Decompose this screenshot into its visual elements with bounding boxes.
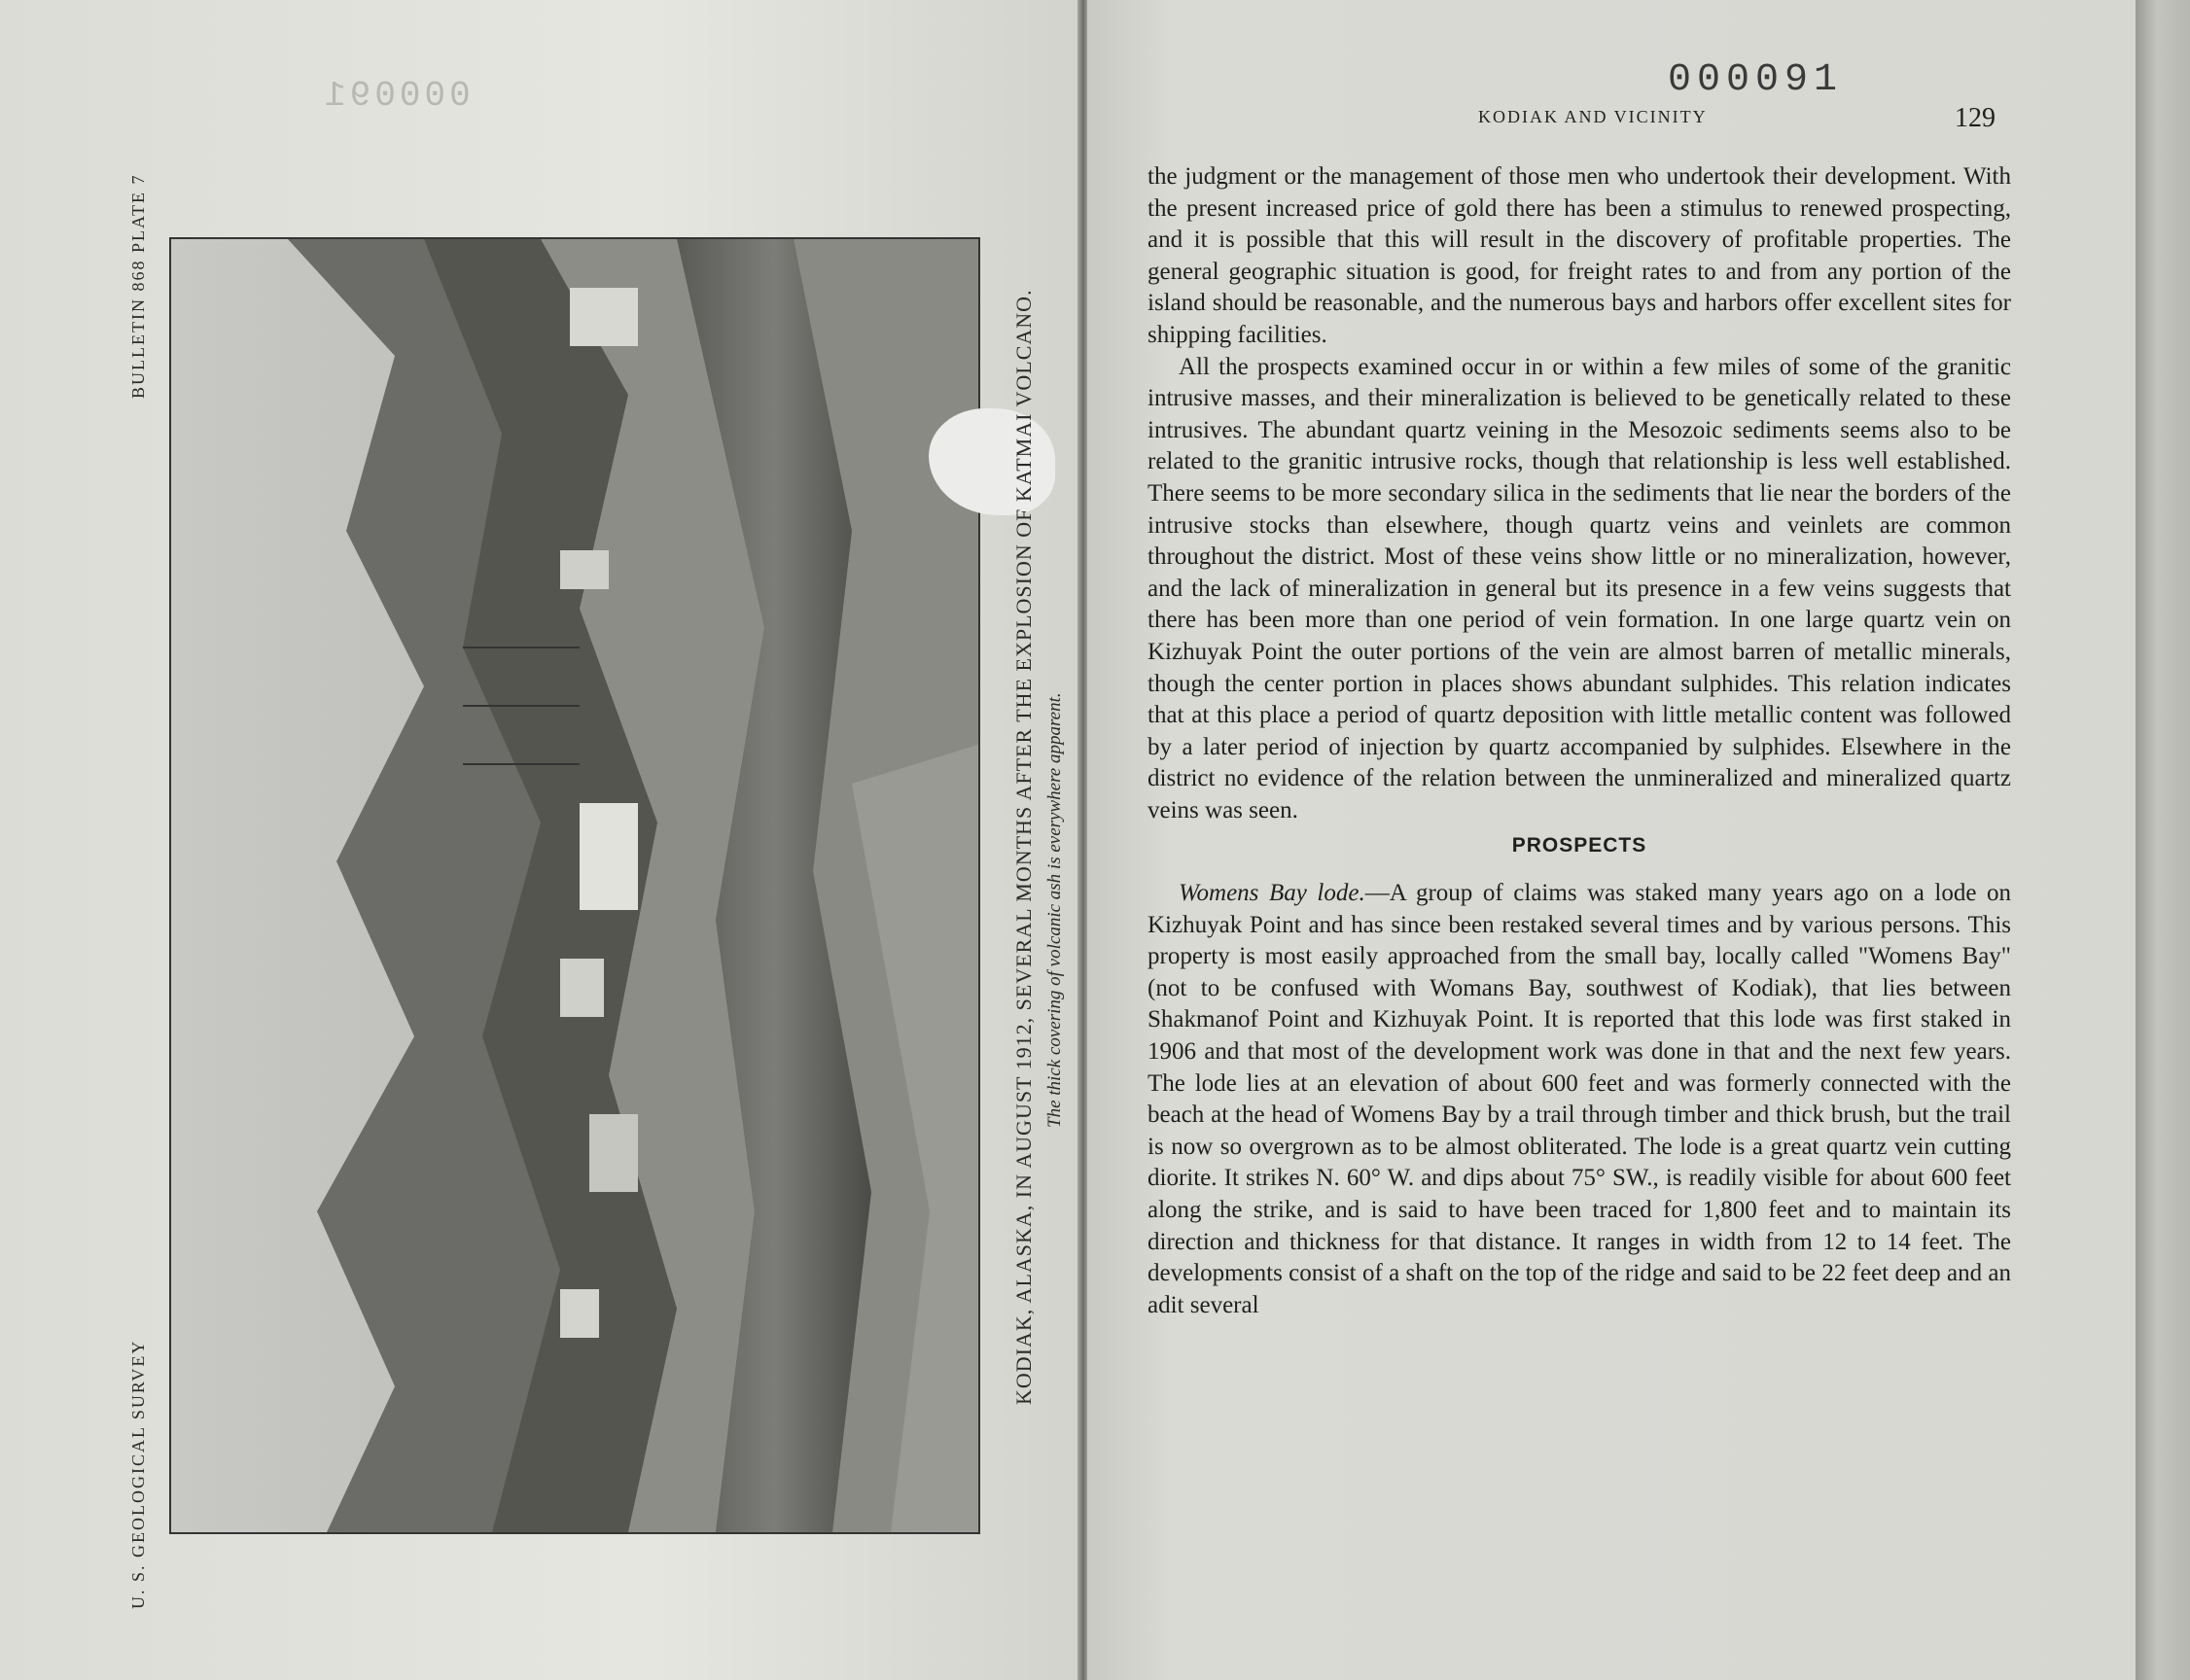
body-text (1148, 161, 2011, 1321)
lode-name: Womens Bay lode. (1179, 880, 1365, 907)
paragraph-1: the judgment or the management of those men who undertook their development. With the present increased price of gold there has been a stimulus to renewed prospecting, and it is possible that this will result in the discovery of profitable properties. The general geographic situation is good, for freight rates to and from any portion of the island should be reasonable, and the numerous bays and harbors offer excellent sites for shipping facilities. (1148, 163, 2011, 348)
section-heading: PROSPECTS (1511, 834, 1647, 858)
page-number: 129 (1955, 103, 1996, 133)
plate-subcaption: The thick covering of volcanic ash is everywhere apparent. (1044, 692, 1065, 1128)
kodiak-photograph (169, 237, 980, 1534)
paragraph-2: All the prospects examined occur in or within a few miles of some of the granitic intrusive masses, and their mineralization is believed to be genetically related to these intrusives. The abundant quartz veining in the Mesozoic sediments seems also to be related to the granitic intrusive rocks, though that relationship is less well established. There seems to be more secondary silica in the sediments that lie near the borders of the intrusive stocks than elsewhere, though quartz veins and veinlets are common throughout the district. Most of these veins show little or no mineralization, however, and the lack of mineralization in general but its presence in a few veins suggests that there has been more than one period of vein formation. In one large quartz vein on Kizhuyak Point the outer portions of the vein are almost barren of metallic minerals, though the center portion in places shows abundant sulphides. This relation indicates that at this place a period of quartz deposition with little metallic content was followed by a later period of injection by quartz accompanied by sulphides. Elsewhere in the district no evidence of the relation between the unmineralized and mineralized quartz veins was seen. (1148, 353, 2011, 823)
stamped-number: 000091 (1668, 58, 1844, 102)
next-page-edge (2136, 0, 2190, 1680)
survey-label: U. S. GEOLOGICAL SURVEY (128, 1339, 148, 1609)
running-head: KODIAK AND VICINITY (1478, 107, 1708, 126)
paragraph-3 (1148, 878, 2011, 1321)
left-page-plate (0, 0, 1081, 1680)
photo-illustration (171, 239, 978, 1532)
paragraph-3-text: —A group of claims was staked many years ago on a lode on Kizhuyak Point and has since been restaked several times and by various persons. This property is most easily approached from the small bay, locally called "Womens Bay" (not to be confused with Womans Bay, southwest of Kodiak), that lies between Shakmanof Point and Kizhuyak Point. It is reported that this lode was first staked in 1906 and that most of the development work was done in that and the next few years. The lode lies at an elevation of about 600 feet and was formerly connected with the beach at the head of Womens Bay by a trail through timber and thick brush, but the trail is now so overgrown as to be almost obliterated. The lode is a great quartz vein cutting diorite. It strikes N. 60° W. and dips about 75° SW., is readily visible for about 600 feet along the strike, and is said to have been traced for 1,800 feet and to maintain its direction and thickness for that distance. It ranges in width from 12 to 14 feet. The developments consist of a shaft on the top of the ridge and said to be 22 feet deep and an adit several (1148, 880, 2011, 1318)
plate-caption: KODIAK, ALASKA, IN AUGUST 1912, SEVERAL MONTHS AFTER THE EXPLOSION OF KATMAI VOLCANO. (1011, 289, 1036, 1405)
ghost-page-number: 000091 (321, 76, 471, 116)
plate-header: BULLETIN 868 PLATE 7 (128, 173, 148, 399)
